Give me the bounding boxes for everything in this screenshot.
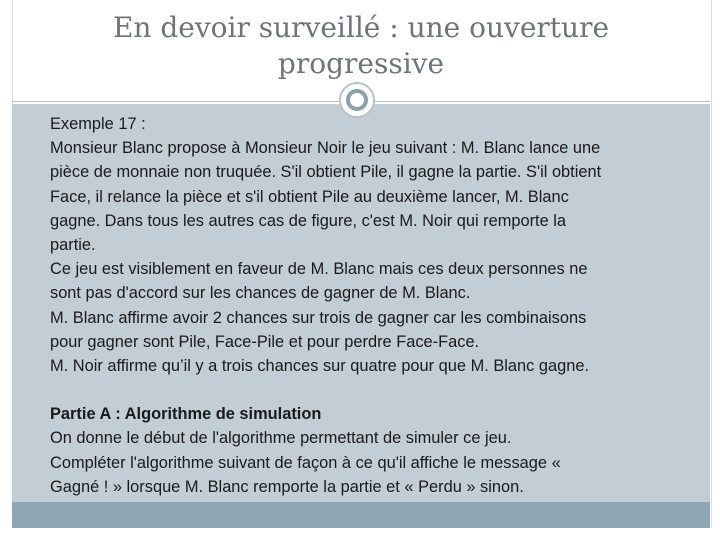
paragraph2-line: Ce jeu est visiblement en faveur de M. Blanc mais ces deux personnes ne [50, 260, 588, 279]
title-line-2: progressive [277, 47, 445, 80]
paragraph1-line: pièce de monnaie non truquée. S'il obtient Pile, il gagne la partie. S'il obtient [50, 163, 602, 182]
paragraph1-line: partie. [50, 235, 96, 254]
paragraph3-line: M. Blanc affirme avoir 2 chances sur trois de gagner car les combinaisons [50, 308, 587, 327]
paragraph4-line: M. Noir affirme qu’il y a trois chances sur quatre pour que M. Blanc gagne. [50, 356, 590, 375]
paragraph-spacer [50, 378, 690, 402]
ring-inner-icon [346, 89, 368, 111]
paragraph3-line: pour gagner sont Pile, Face-Pile et pour perdre Face-Face. [50, 332, 480, 351]
part-a-heading: Partie A : Algorithme de simulation [50, 405, 322, 424]
paragraph1-line: gagne. Dans tous les autres cas de figure, c'est M. Noir qui remporte la [50, 211, 567, 230]
paragraph5-line: Compléter l'algorithme suivant de façon à ce qu'il affiche le message « [50, 453, 561, 472]
paragraph1-line: Face, il relance la pièce et s'il obtient Pile au deuxième lancer, M. Blanc [50, 187, 569, 206]
paragraph1-line: Monsieur Blanc propose à Monsieur Noir le jeu suivant : M. Blanc lance une [50, 139, 601, 158]
slide-body [50, 112, 690, 499]
example-heading: Exemple 17 : [50, 115, 146, 133]
paragraph2-line: sont pas d'accord sur les chances de gagner de M. Blanc. [50, 284, 471, 303]
paragraph5-line: On donne le début de l'algorithme permettant de simuler ce jeu. [50, 429, 512, 448]
title-line-1: En devoir surveillé : une ouverture [112, 11, 610, 44]
paragraph5-line: Gagné ! » lorsque M. Blanc remporte la partie et « Perdu » sinon. [50, 477, 524, 496]
slide-title [12, 10, 710, 82]
footer-bar [12, 502, 710, 528]
